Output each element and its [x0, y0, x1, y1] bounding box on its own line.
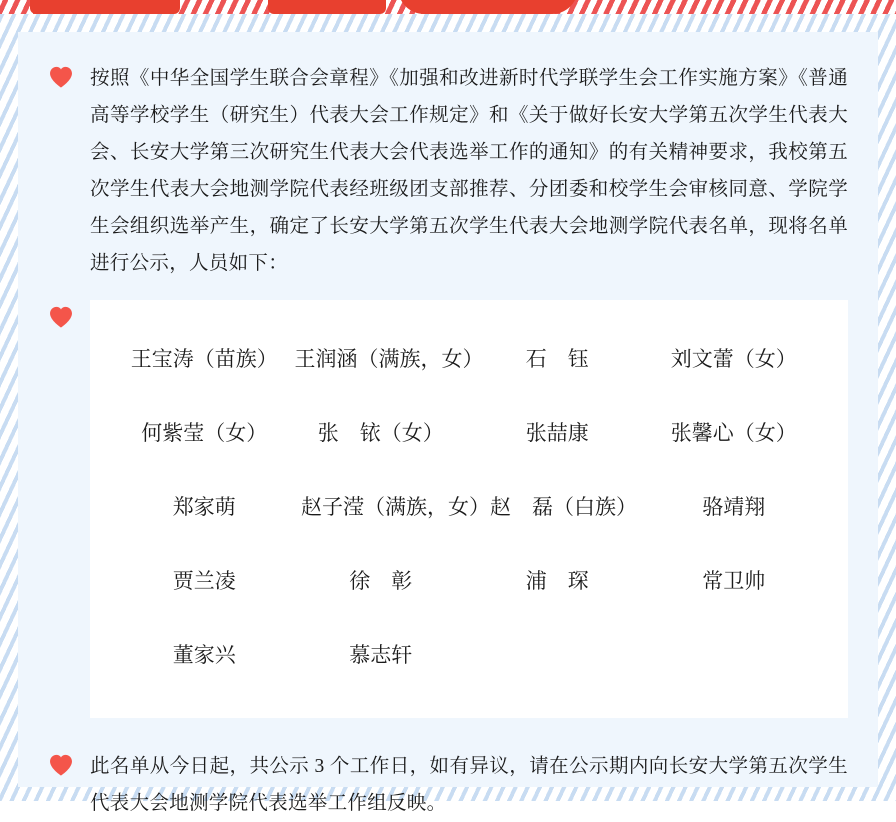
name-cell: 张 铱（女）	[317, 421, 444, 445]
table-row	[116, 470, 822, 544]
name-list-block	[48, 300, 848, 718]
name-cell: 石 钰	[525, 347, 589, 371]
name-cell: 常卫帅	[702, 569, 766, 593]
banner-shape-mid	[268, 0, 386, 14]
closing-paragraph-text: 此名单从今日起，共公示 3 个工作日，如有异议，请在公示期内向长安大学第五次学生代表大会地测学院代表选举工作组反映。	[90, 756, 848, 814]
name-cell: 郑家萌	[172, 495, 236, 519]
name-cell: 慕志轩	[349, 643, 413, 667]
name-cell: 王润涵（满族，女）	[294, 347, 484, 371]
banner-shape-right	[398, 0, 578, 14]
name-list-card	[90, 300, 848, 718]
name-cell-empty	[469, 618, 646, 692]
heart-icon	[48, 752, 74, 778]
table-row	[116, 618, 822, 692]
name-cell: 徐 彰	[349, 569, 413, 593]
heart-icon	[48, 64, 74, 90]
content-area	[18, 32, 878, 814]
name-cell: 何紫莹（女）	[141, 421, 268, 445]
table-row	[116, 544, 822, 618]
name-cell-empty	[646, 618, 823, 692]
name-cell: 刘文蕾（女）	[670, 347, 797, 371]
name-cell: 王宝涛（苗族）	[130, 347, 278, 371]
intro-paragraph-text: 按照《中华全国学生联合会章程》《加强和改进新时代学联学生会工作实施方案》《普通高等学校学生（研究生）代表大会工作规定》和《关于做好长安大学第五次学生代表大会、长安大学第三次研究生代表大会代表选举工作的通知》的有关精神要求，我校第五次学生代表大会地测学院代表经班级团支部推荐、分团委和校学生会审核同意、学院学生会组织选举产生，确定了长安大学第五次学生代表大会地测学院代表名单，现将名单进行公示，人员如下：	[90, 68, 848, 274]
name-cell: 张喆康	[525, 421, 589, 445]
top-banner-decoration	[0, 0, 896, 14]
name-cell: 董家兴	[172, 643, 236, 667]
name-cell: 贾兰凌	[172, 569, 236, 593]
name-list-table	[116, 322, 822, 692]
heart-icon	[48, 304, 74, 330]
name-cell: 赵子滢（满族，女）赵 磊（白族）	[301, 495, 637, 519]
banner-shape-left	[30, 0, 180, 14]
name-cell: 骆靖翔	[702, 495, 766, 519]
name-cell: 张馨心（女）	[670, 421, 797, 445]
closing-paragraph-block	[48, 748, 848, 822]
table-row	[116, 322, 822, 396]
intro-paragraph-block	[48, 60, 848, 282]
name-cell: 浦 琛	[525, 569, 589, 593]
table-row	[116, 396, 822, 470]
